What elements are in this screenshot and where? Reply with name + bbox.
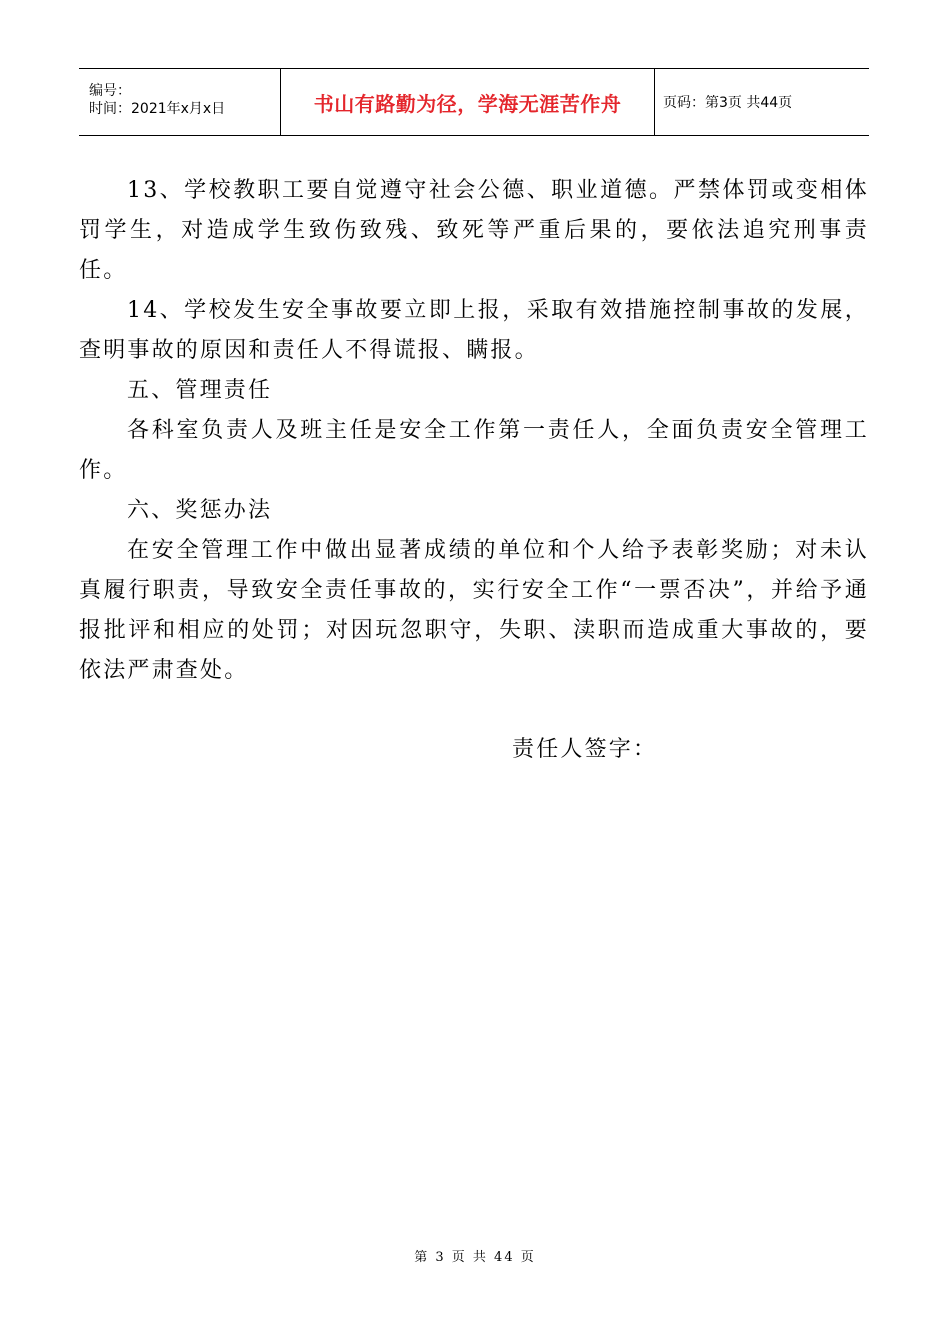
page-footer: 第 3 页 共 44 页 <box>414 1250 536 1265</box>
page-header <box>79 68 869 136</box>
paragraph-13: 13、学校教职工要自觉遵守社会公德、职业道德。严禁体罚或变相体罚学生，对造成学生致伤致残、致死等严重后果的，要依法追究刑事责任。 <box>79 178 869 283</box>
document-body <box>79 171 869 691</box>
paragraph-14: 14、学校发生安全事故要立即上报，采取有效措施控制事故的发展，查明事故的原因和责任人不得谎报、瞒报。 <box>79 298 869 363</box>
header-page-info <box>655 69 869 135</box>
paragraph-section-6: 在安全管理工作中做出显著成绩的单位和个人给予表彰奖励；对未认真履行职责，导致安全责任事故的，实行安全工作“一票否决”，并给予通报批评和相应的处罚；对因玩忽职守，失职、渎职而造成重大事故的，要依法严肃查处。 <box>79 538 869 683</box>
signature-label: 责任人签字： <box>512 737 658 762</box>
header-motto <box>281 69 655 135</box>
number-label: 编号： <box>89 83 131 99</box>
motto-text: 书山有路勤为径，学海无涯苦作舟 <box>313 91 622 116</box>
section-heading-5: 五、管理责任 <box>127 378 273 403</box>
paragraph-section-5: 各科室负责人及班主任是安全工作第一责任人，全面负责安全管理工作。 <box>79 418 869 483</box>
section-heading-6: 六、奖惩办法 <box>127 498 273 523</box>
time-label: 时间：2021年x月x日 <box>89 101 226 117</box>
header-meta <box>79 69 281 135</box>
page-info-text: 页码：第3页 共44页 <box>663 95 793 111</box>
